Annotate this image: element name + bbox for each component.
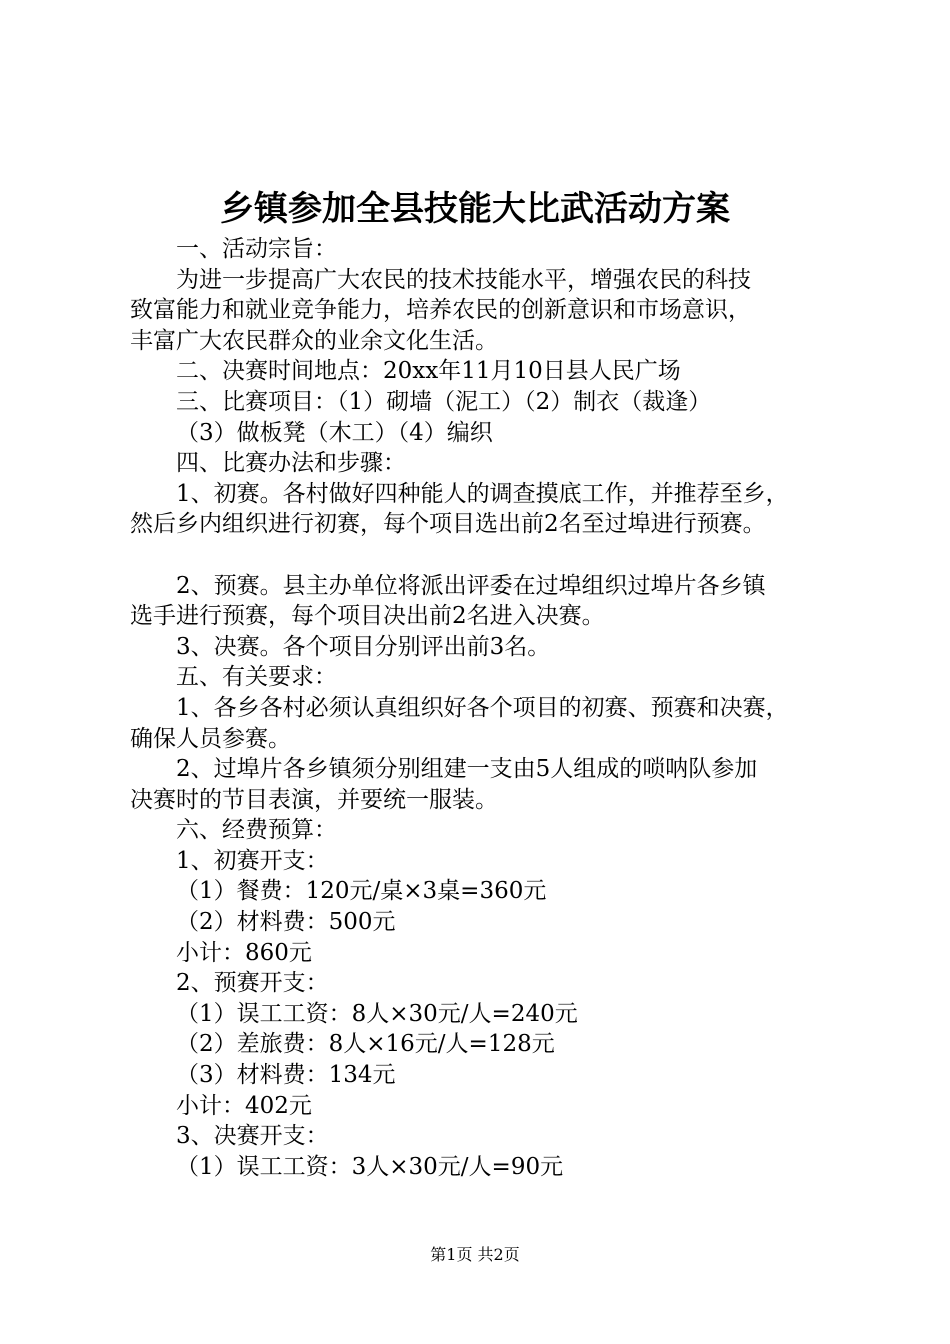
paragraph-line: （3）做板凳（木工）（4）编织 [176, 419, 493, 446]
paragraph-line: 选手进行预赛，每个项目决出前2名进入决赛。 [130, 603, 605, 630]
paragraph-line: 丰富广大农民群众的业余文化生活。 [130, 327, 498, 354]
budget-heading: 1、初赛开支： [176, 847, 329, 874]
budget-subtotal: 小计：860元 [176, 939, 312, 966]
document-title: 乡镇参加全县技能大比武活动方案 [220, 189, 730, 229]
budget-item: （1）餐费：120元/桌×3桌=360元 [176, 878, 547, 905]
section-heading: 五、有关要求： [176, 664, 337, 691]
budget-item: （1）误工工资：8人×30元/人=240元 [176, 1000, 578, 1027]
paragraph-line: 2、过埠片各乡镇须分别组建一支由5人组成的唢呐队参加 [176, 756, 758, 783]
paragraph-line: 为进一步提高广大农民的技术技能水平，增强农民的科技 [176, 266, 751, 293]
paragraph-line: 然后乡内组织进行初赛，每个项目选出前2名至过埠进行预赛。 [130, 511, 766, 538]
budget-heading: 3、决赛开支： [176, 1123, 329, 1150]
section-heading: 一、活动宗旨： [176, 236, 337, 262]
blank-line [130, 540, 855, 571]
paragraph-line: 1、各乡各村必须认真组织好各个项目的初赛、预赛和决赛， [176, 694, 789, 721]
paragraph-line: 确保人员参赛。 [130, 725, 291, 752]
document-body [130, 234, 855, 1182]
budget-item: （2）差旅费：8人×16元/人=128元 [176, 1031, 555, 1058]
paragraph-line: 3、决赛。各个项目分别评出前3名。 [176, 633, 551, 660]
paragraph-line: 2、预赛。县主办单位将派出评委在过埠组织过埠片各乡镇 [176, 572, 766, 599]
budget-heading: 2、预赛开支： [176, 970, 329, 997]
paragraph-line: 致富能力和就业竞争能力，培养农民的创新意识和市场意识， [130, 297, 751, 324]
budget-item: （1）误工工资：3人×30元/人=90元 [176, 1153, 564, 1180]
budget-item: （3）材料费：134元 [176, 1062, 396, 1089]
section-heading: 三、比赛项目：（1）砌墙（泥工）（2）制衣（裁逢） [176, 388, 712, 415]
section-heading: 二、决赛时间地点：20xx年11月10日县人民广场 [176, 358, 681, 385]
section-heading: 六、经费预算： [176, 817, 337, 844]
section-heading: 四、比赛办法和步骤： [176, 450, 406, 477]
paragraph-line: 决赛时的节目表演，并要统一服装。 [130, 786, 498, 813]
paragraph-line: 1、初赛。各村做好四种能人的调查摸底工作，并推荐至乡， [176, 480, 789, 507]
budget-item: （2）材料费：500元 [176, 909, 396, 936]
budget-subtotal: 小计：402元 [176, 1092, 312, 1119]
page-number: 第1页 共2页 [430, 1245, 520, 1264]
